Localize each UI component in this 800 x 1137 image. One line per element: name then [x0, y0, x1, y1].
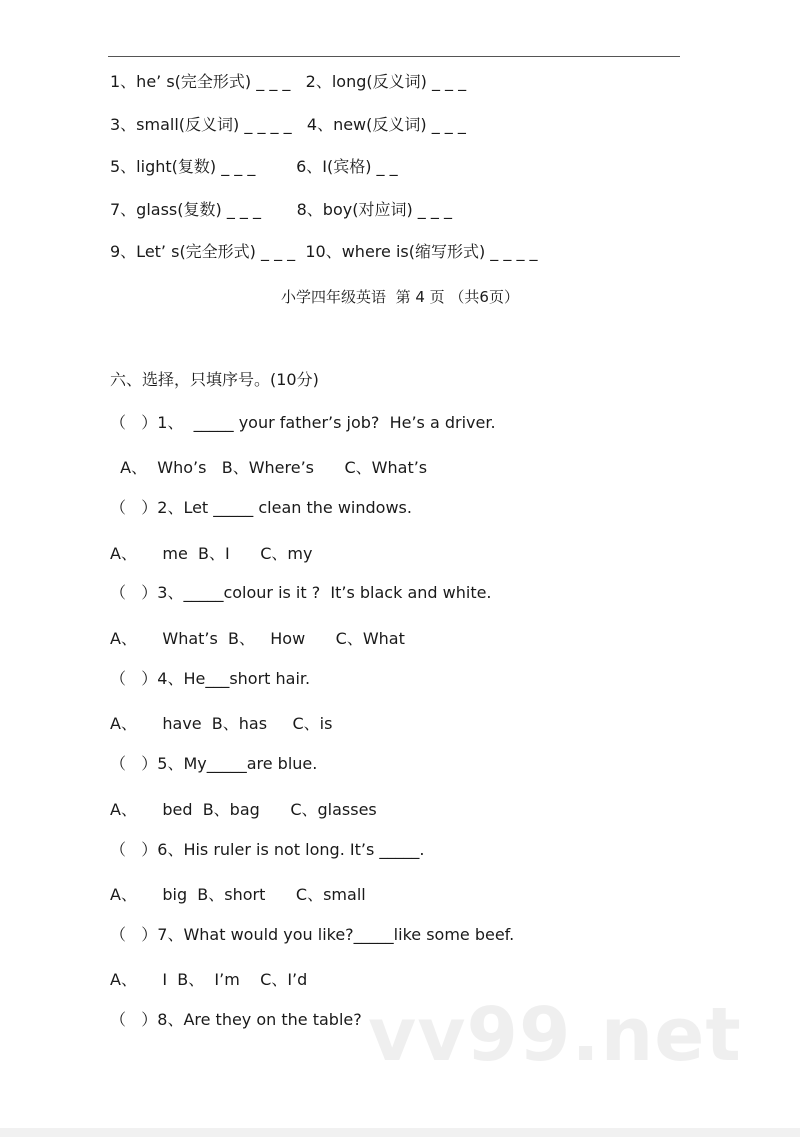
question-6: （ ）6、His ruler is not long. It’s _____. — [110, 840, 425, 859]
question-5: （ ）5、My_____are blue. — [110, 754, 318, 773]
section-title: 六、选择，只填序号。(10分) — [110, 370, 319, 389]
question-3-options: A、 What’s B、 How C、What — [110, 629, 405, 648]
question-8: （ ）8、Are they on the table? — [110, 1010, 362, 1029]
question-2-options: A、 me B、I C、my — [110, 544, 313, 563]
question-2: （ ）2、Let _____ clean the windows. — [110, 498, 412, 517]
question-3: （ ）3、_____colour is it ? It’s black and white. — [110, 583, 492, 602]
question-5-options: A、 bed B、bag C、glasses — [110, 800, 377, 819]
question-7-options: A、 I B、 I’m C、I’d — [110, 970, 308, 989]
question-1: （ ）1、 _____ your father’s job? He’s a driver. — [110, 413, 496, 432]
question-6-options: A、 big B、short C、small — [110, 885, 366, 904]
question-4-options: A、 have B、has C、is — [110, 714, 333, 733]
fill-item-row-1: 1、he’ s(完全形式) _ _ _ 2、long(反义词) _ _ _ — [110, 72, 467, 91]
fill-item-row-2: 3、small(反义词) _ _ _ _ 4、new(反义词) _ _ _ — [110, 115, 466, 134]
bottom-band — [0, 1128, 800, 1137]
question-1-options: A、 Who’s B、Where’s C、What’s — [110, 458, 428, 477]
question-7: （ ）7、What would you like?_____like some beef. — [110, 925, 515, 944]
top-divider — [108, 56, 680, 57]
site-watermark: vv99.net — [368, 992, 742, 1078]
fill-item-row-4: 7、glass(复数) _ _ _ 8、boy(对应词) _ _ _ — [110, 200, 452, 219]
page-footer: 小学四年级英语 第 4 页 （共6页） — [281, 288, 519, 306]
question-4: （ ）4、He___short hair. — [110, 669, 311, 688]
fill-item-row-5: 9、Let’ s(完全形式) _ _ _ 10、where is(缩写形式) _ _ _ _ — [110, 242, 538, 261]
fill-item-row-3: 5、light(复数) _ _ _ 6、I(宾格) _ _ — [110, 157, 398, 176]
